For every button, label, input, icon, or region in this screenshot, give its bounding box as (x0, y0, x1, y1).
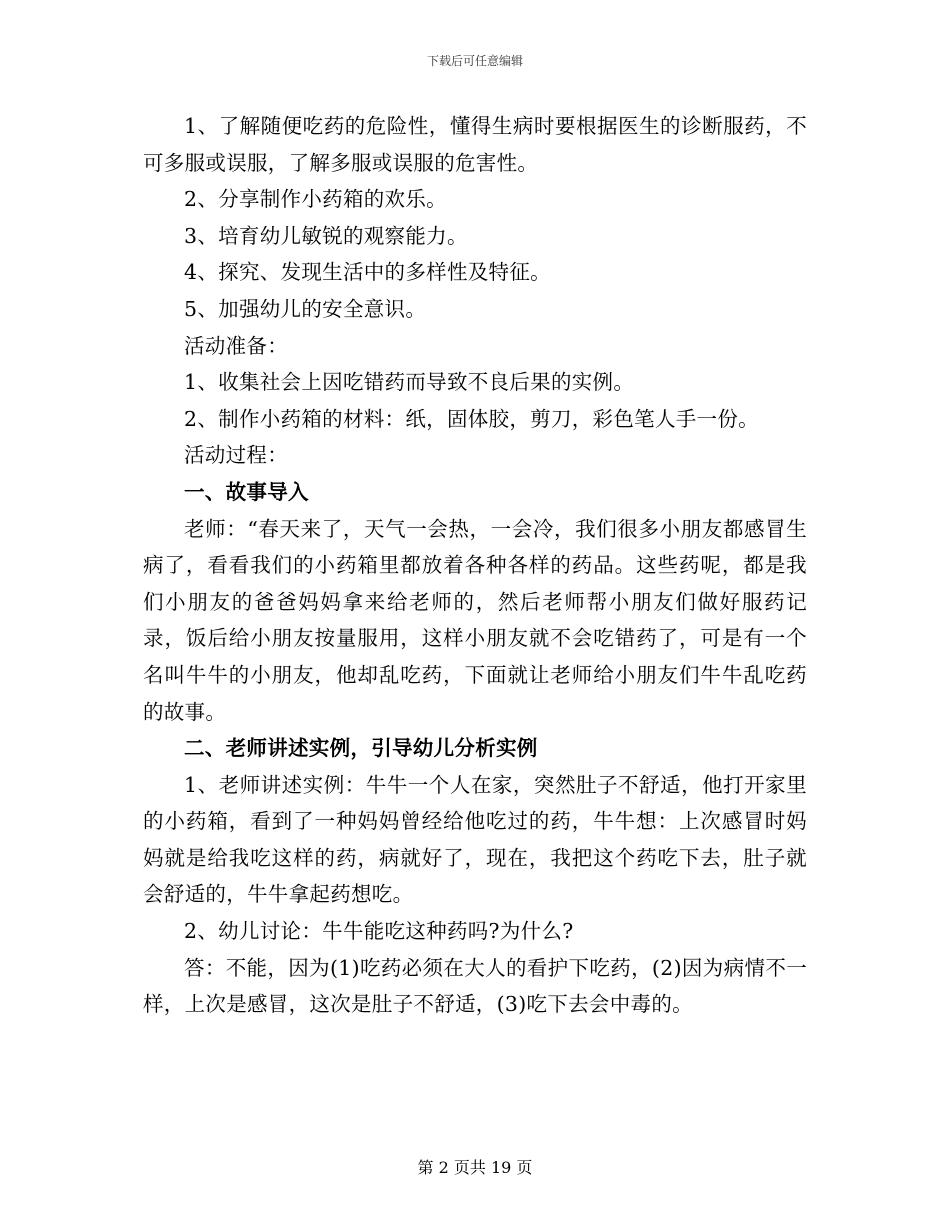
paragraph: 2、幼儿讨论：牛牛能吃这种药吗?为什么? (184, 919, 574, 944)
page-footer: 第 2 页共 19 页 (417, 1158, 533, 1177)
paragraph: 老师：“春天来了，天气一会热，一会冷，我们很多小朋友都感冒生病了，看看我们的小药箱里都放着各种各样的药品。这些药呢，都是我们小朋友的爸爸妈妈拿来给老师的，然后老师帮小朋友们做好服药记录，饭后给小朋友按量服用，这样小朋友就不会吃错药了，可是有一个名叫牛牛的小朋友，他却乱吃药，下面就让老师给小朋友们牛牛乱吃药的故事。 (143, 516, 807, 724)
document-body (143, 108, 807, 1023)
paragraph: 5、加强幼儿的安全意识。 (184, 296, 427, 321)
paragraph: 答：不能，因为(1)吃药必须在大人的看护下吃药，(2)因为病情不一样，上次是感冒，这次是肚子不舒适，(3)吃下去会中毒的。 (143, 955, 807, 1017)
paragraph: 3、培育幼儿敏锐的观察能力。 (184, 223, 468, 248)
section-label: 活动过程： (184, 443, 288, 468)
paragraph: 2、分享制作小药箱的欢乐。 (184, 187, 447, 212)
section-heading: 二、老师讲述实例，引导幼儿分析实例 (184, 736, 538, 761)
section-heading: 一、故事导入 (184, 479, 309, 504)
paragraph: 4、探究、发现生活中的多样性及特征。 (184, 260, 551, 285)
paragraph: 1、老师讲述实例：牛牛一个人在家，突然肚子不舒适，他打开家里的小药箱，看到了一种妈妈曾经给他吃过的药，牛牛想：上次感冒时妈妈就是给我吃这样的药，病就好了，现在，我把这个药吃下去，肚子就会舒适的，牛牛拿起药想吃。 (143, 772, 807, 907)
section-label: 活动准备： (184, 333, 288, 358)
page-header: 下载后可任意编辑 (426, 54, 523, 68)
paragraph: 1、了解随便吃药的危险性，懂得生病时要根据医生的诊断服药，不可多服或误服，了解多服或误服的危害性。 (143, 114, 807, 175)
paragraph: 2、制作小药箱的材料：纸，固体胶，剪刀，彩色笔人手一份。 (184, 406, 759, 431)
paragraph: 1、收集社会上因吃错药而导致不良后果的实例。 (184, 370, 635, 395)
